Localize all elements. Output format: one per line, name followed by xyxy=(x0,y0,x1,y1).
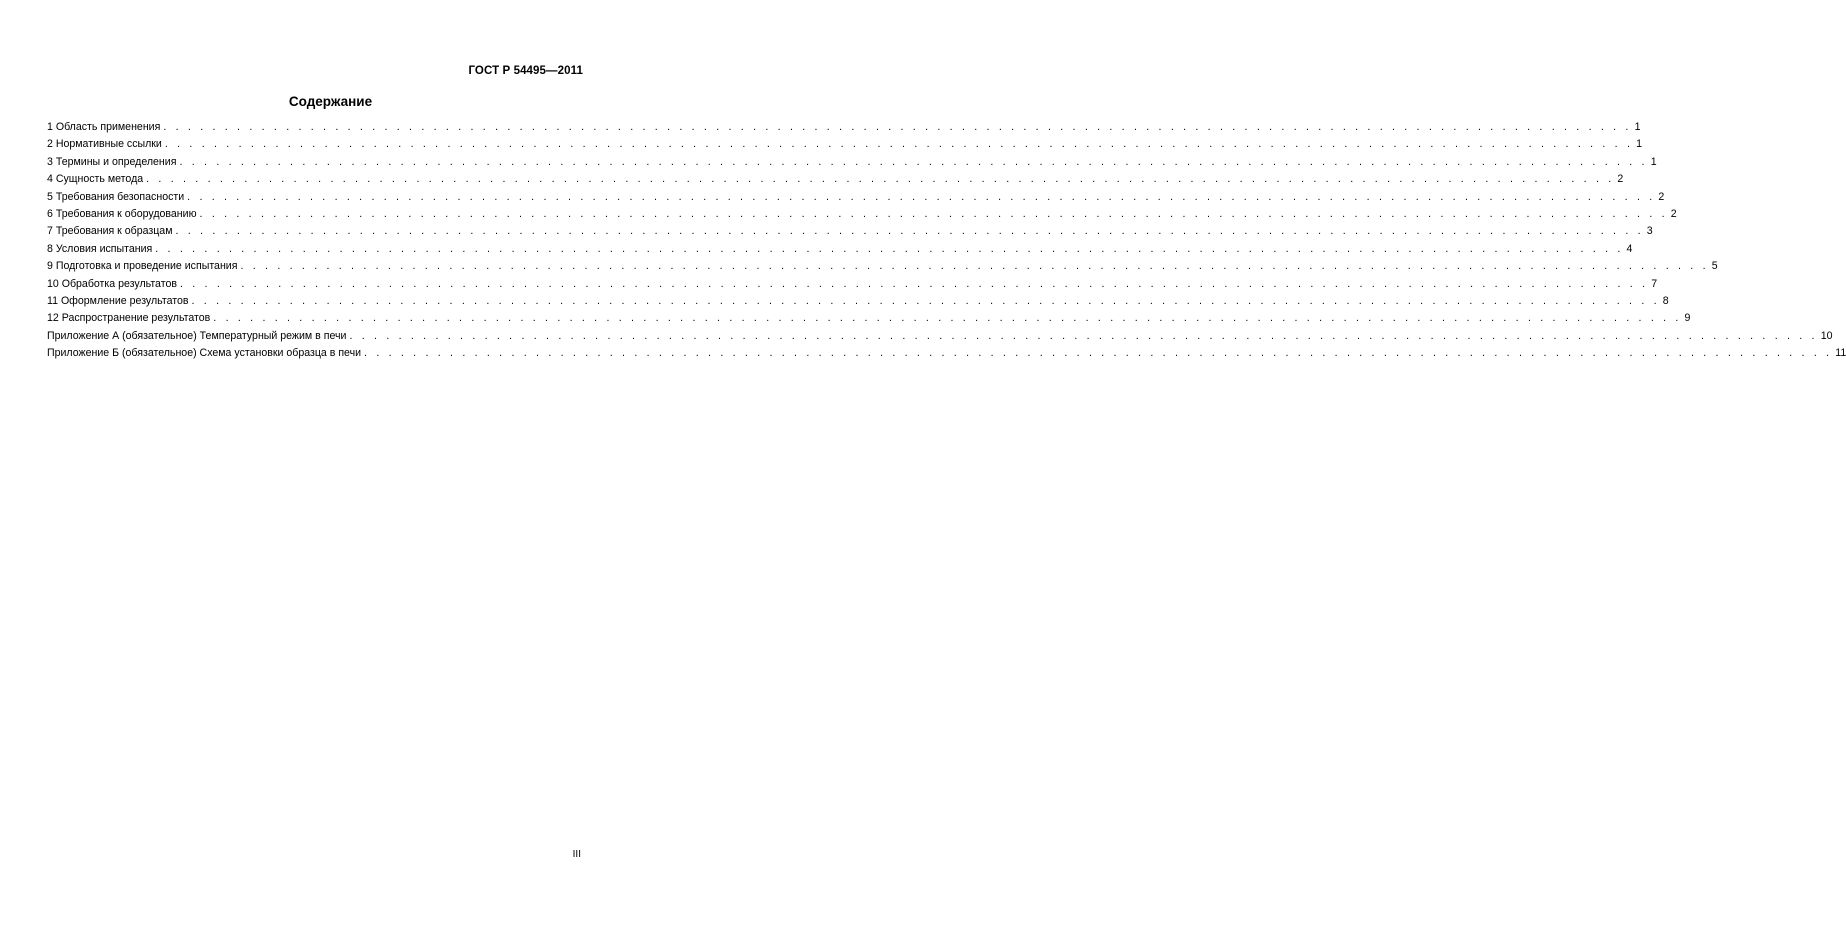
toc-entry[interactable] xyxy=(47,345,1846,362)
toc-entry-page: 9 xyxy=(1684,312,1691,325)
toc-entry[interactable] xyxy=(47,223,1653,240)
toc-leader-dots: . . . . . . . . . . . . . . . . . . . . . . . . . . . . . . . . . . . . . . . . . . . . . . . . . . . . . . . . . . . . . . . . . . . . . . . . . . . . . . . . . . . . . . . . . . . . . . . . . . . . . . . . . . . . . . . . . . . . . . . . xyxy=(163,121,1632,133)
toc-entry-label: 11 Оформление результатов xyxy=(47,294,189,307)
toc-leader-dots: . . . . . . . . . . . . . . . . . . . . . . . . . . . . . . . . . . . . . . . . . . . . . . . . . . . . . . . . . . . . . . . . . . . . . . . . . . . . . . . . . . . . . . . . . . . . . . . . . . . . . . . . . . . . . . . . . . . . . . . . xyxy=(187,190,1656,203)
toc-leader-dots: . . . . . . . . . . . . . . . . . . . . . . . . . . . . . . . . . . . . . . . . . . . . . . . . . . . . . . . . . . . . . . . . . . . . . . . . . . . . . . . . . . . . . . . . . . . . . . . . . . . . . . . . . . . . . . . . . . . . . . . . xyxy=(179,277,1649,290)
toc-entry-label: 9 Подготовка и проведение испытания xyxy=(47,260,238,273)
toc-leader-dots: . . . . . . . . . . . . . . . . . . . . . . . . . . . . . . . . . . . . . . . . . . . . . . . . . . . . . . . . . . . . . . . . . . . . . . . . . . . . . . . . . . . . . . . . . . . . . . . . . . . . . . . . . . . . . . . . . . . . . . . . xyxy=(164,138,1634,151)
toc-leader-dots: . . . . . . . . . . . . . . . . . . . . . . . . . . . . . . . . . . . . . . . . . . . . . . . . . . . . . . . . . . . . . . . . . . . . . . . . . . . . . . . . . . . . . . . . . . . . . . . . . . . . . . . . . . . . . . . . . . . . . . . . xyxy=(175,225,1644,238)
toc-entry-page: 10 xyxy=(1820,329,1833,342)
toc-entry[interactable] xyxy=(47,171,1624,188)
toc-entry[interactable] xyxy=(47,328,1833,345)
page-number: III xyxy=(572,849,581,860)
toc-leader-dots: . . . . . . . . . . . . . . . . . . . . . . . . . . . . . . . . . . . . . . . . . . . . . . . . . . . . . . . . . . . . . . . . . . . . . . . . . . . . . . . . . . . . . . . . . . . . . . . . . . . . . . . . . . . . . . . . . . . . . . . . xyxy=(349,329,1818,342)
toc-entry[interactable] xyxy=(47,189,1665,206)
toc-entry[interactable] xyxy=(47,310,1691,327)
toc-entry-label: Приложение А (обязательное) Температурный режим в печи xyxy=(47,329,347,342)
document-code: ГОСТ Р 54495—2011 xyxy=(468,65,583,77)
toc-entry-label: 7 Требования к образцам xyxy=(47,225,173,238)
toc-leader-dots: . . . . . . . . . . . . . . . . . . . . . . . . . . . . . . . . . . . . . . . . . . . . . . . . . . . . . . . . . . . . . . . . . . . . . . . . . . . . . . . . . . . . . . . . . . . . . . . . . . . . . . . . . . . . . . . . . . . . . . . . xyxy=(199,207,1668,220)
toc-entry-page: 8 xyxy=(1662,294,1669,307)
toc-entry-label: 1 Область применения xyxy=(47,121,161,133)
toc-entry[interactable] xyxy=(47,258,1718,275)
toc-entry[interactable] xyxy=(47,154,1657,171)
toc-entry-label: 4 Сущность метода xyxy=(47,173,144,186)
toc-entry-page: 2 xyxy=(1670,207,1677,220)
toc-entry[interactable] xyxy=(47,293,1669,310)
toc-entry-label: 5 Требования безопасности xyxy=(47,190,185,203)
toc-entry-page: 2 xyxy=(1658,190,1665,203)
toc-entry[interactable] xyxy=(47,206,1677,223)
toc-entry-page: 4 xyxy=(1626,242,1633,255)
toc-entry-page: 3 xyxy=(1646,225,1653,238)
toc-entry-label: 6 Требования к оборудованию xyxy=(47,207,197,220)
toc-entry-page: 1 xyxy=(1634,121,1641,133)
toc-leader-dots: . . . . . . . . . . . . . . . . . . . . . . . . . . . . . . . . . . . . . . . . . . . . . . . . . . . . . . . . . . . . . . . . . . . . . . . . . . . . . . . . . . . . . . . . . . . . . . . . . . . . . . . . . . . . . . . . . . . . . . . . xyxy=(146,173,1615,186)
toc-entry[interactable] xyxy=(47,136,1643,153)
toc-entry-label: 8 Условия испытания xyxy=(47,242,153,255)
toc-entry-label: 2 Нормативные ссылки xyxy=(47,138,162,151)
toc-entry-page: 1 xyxy=(1650,155,1657,168)
toc-leader-dots: . . . . . . . . . . . . . . . . . . . . . . . . . . . . . . . . . . . . . . . . . . . . . . . . . . . . . . . . . . . . . . . . . . . . . . . . . . . . . . . . . . . . . . . . . . . . . . . . . . . . . . . . . . . . . . . . . . . . . . . . xyxy=(155,242,1624,255)
toc-entry-page: 5 xyxy=(1711,260,1718,273)
toc-leader-dots: . . . . . . . . . . . . . . . . . . . . . . . . . . . . . . . . . . . . . . . . . . . . . . . . . . . . . . . . . . . . . . . . . . . . . . . . . . . . . . . . . . . . . . . . . . . . . . . . . . . . . . . . . . . . . . . . . . . . . . . . xyxy=(240,260,1709,273)
toc-leader-dots: . . . . . . . . . . . . . . . . . . . . . . . . . . . . . . . . . . . . . . . . . . . . . . . . . . . . . . . . . . . . . . . . . . . . . . . . . . . . . . . . . . . . . . . . . . . . . . . . . . . . . . . . . . . . . . . . . . . . . . . . xyxy=(191,294,1660,307)
toc-leader-dots: . . . . . . . . . . . . . . . . . . . . . . . . . . . . . . . . . . . . . . . . . . . . . . . . . . . . . . . . . . . . . . . . . . . . . . . . . . . . . . . . . . . . . . . . . . . . . . . . . . . . . . . . . . . . . . . . . . . . . . . . xyxy=(179,155,1648,168)
toc-entry-label: Приложение Б (обязательное) Схема установки образца в печи xyxy=(47,347,362,360)
toc-title: Содержание xyxy=(288,94,373,109)
toc-entry-page: 2 xyxy=(1617,173,1624,186)
toc-leader-dots: . . . . . . . . . . . . . . . . . . . . . . . . . . . . . . . . . . . . . . . . . . . . . . . . . . . . . . . . . . . . . . . . . . . . . . . . . . . . . . . . . . . . . . . . . . . . . . . . . . . . . . . . . . . . . . . . . . . . . . . . xyxy=(213,312,1682,325)
toc-entry[interactable] xyxy=(47,241,1633,258)
toc-entry[interactable] xyxy=(47,276,1658,293)
toc-entry-page: 11 xyxy=(1835,347,1846,360)
toc-entry-label: 12 Распространение результатов xyxy=(47,312,211,325)
toc-entry-page: 1 xyxy=(1636,138,1643,151)
table-of-contents xyxy=(47,119,1846,362)
toc-entry-page: 7 xyxy=(1651,277,1658,290)
toc-entry-label: 10 Обработка результатов xyxy=(47,277,177,290)
toc-entry-label: 3 Термины и определения xyxy=(47,155,177,168)
toc-leader-dots: . . . . . . . . . . . . . . . . . . . . . . . . . . . . . . . . . . . . . . . . . . . . . . . . . . . . . . . . . . . . . . . . . . . . . . . . . . . . . . . . . . . . . . . . . . . . . . . . . . . . . . . . . . . . . . . . . . . . . . . . xyxy=(364,347,1833,360)
toc-entry[interactable] xyxy=(47,119,1641,136)
